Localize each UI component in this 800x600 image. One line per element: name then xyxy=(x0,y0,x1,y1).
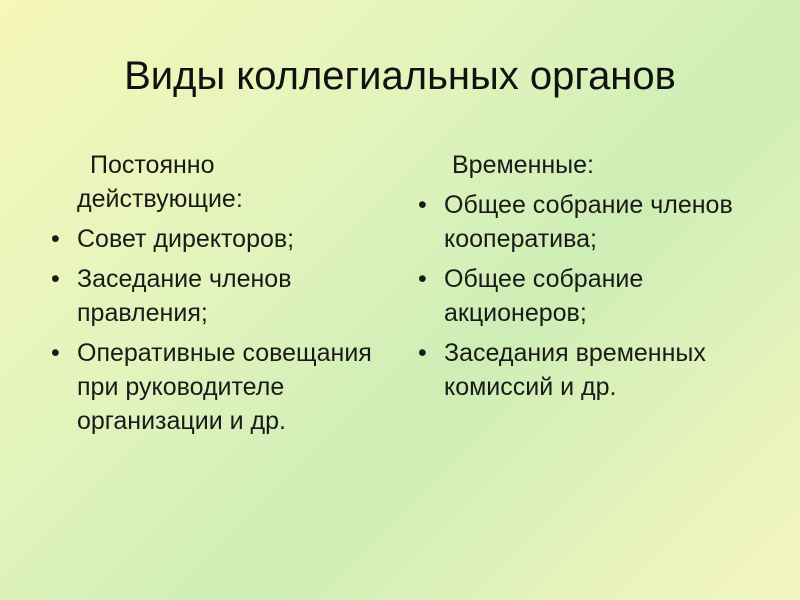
list-item xyxy=(417,188,777,256)
left-column-list xyxy=(50,222,380,438)
list-item xyxy=(50,222,380,256)
list-item-text: Совет директоров; xyxy=(77,225,295,253)
list-item-text: Оперативные совещания при руководителе организации и др. xyxy=(77,339,372,435)
bullet-icon: • xyxy=(418,265,427,293)
list-item-text: Заседания временных комиссий и др. xyxy=(444,339,706,401)
right-column-list xyxy=(417,188,777,404)
left-column xyxy=(50,148,380,444)
list-item xyxy=(417,262,777,330)
list-item xyxy=(50,262,380,330)
bullet-icon: • xyxy=(418,339,427,367)
list-item-text: Заседание членов правления; xyxy=(77,265,292,327)
bullet-icon: • xyxy=(418,191,427,219)
bullet-icon: • xyxy=(51,339,60,367)
list-item xyxy=(50,336,380,438)
list-item xyxy=(417,336,777,404)
right-column xyxy=(417,148,777,410)
bullet-icon: • xyxy=(51,225,60,253)
list-item-text: Общее собрание акционеров; xyxy=(444,265,644,327)
slide-title: Виды коллегиальных органов xyxy=(124,54,676,98)
bullet-icon: • xyxy=(51,265,60,293)
list-item-text: Общее собрание членов кооператива; xyxy=(444,191,733,253)
right-column-heading: Временные: xyxy=(452,151,595,179)
left-column-heading: Постоянно действующие: xyxy=(77,151,243,213)
